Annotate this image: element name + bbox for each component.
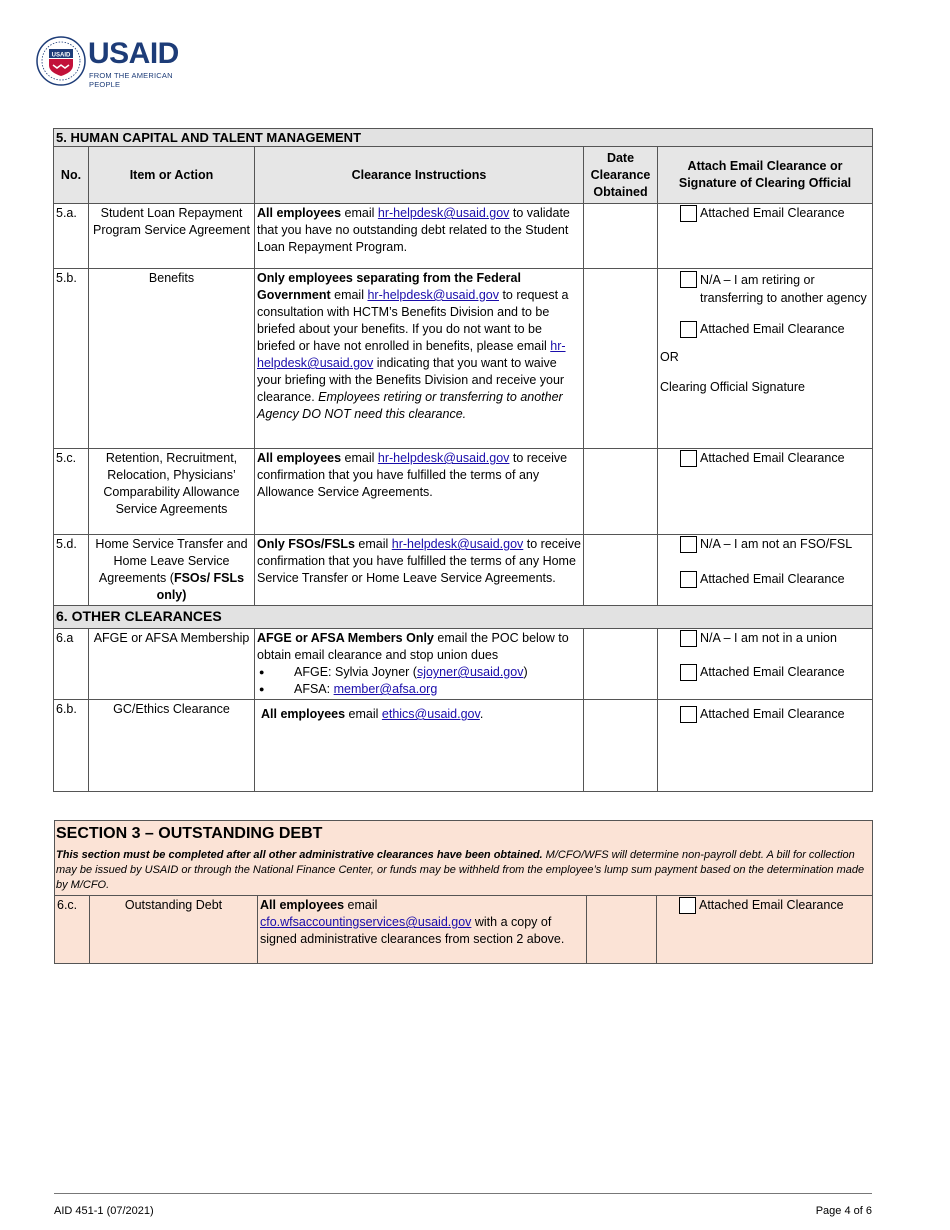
header-attach: Attach Email Clearance or Signature of Clearing Official — [658, 147, 873, 204]
section-3-title: SECTION 3 – OUTSTANDING DEBT — [56, 825, 323, 842]
header-item: Item or Action — [89, 147, 255, 204]
logo-tagline: FROM THE AMERICAN PEOPLE — [89, 71, 173, 89]
na-checkbox[interactable] — [680, 536, 697, 553]
table-row-5a — [54, 204, 873, 269]
row-number: 6.a — [54, 629, 89, 700]
email-link[interactable]: sjoyner@usaid.gov — [416, 665, 524, 679]
attach-cell: N/A – I am not an FSO/FSL Attached Email Clearance — [658, 535, 873, 606]
date-cell[interactable] — [587, 896, 657, 964]
row-number: 5.d. — [54, 535, 89, 606]
row-item: AFGE or AFSA Membership — [89, 629, 255, 700]
na-checkbox[interactable] — [680, 271, 697, 288]
attach-cell: Attached Email Clearance — [658, 204, 873, 269]
outstanding-debt-table — [54, 820, 873, 964]
row-instructions: Only employees separating from the Federal Government email hr-helpdesk@usaid.gov to request a consultation with HCTM’s Benefits Division and to be briefed about your benefits. If you do not want to be briefed or have not enrolled in benefits, please email hr-helpdesk@usaid.gov indicating that you want to waive your briefing with the Benefits Division and receive your clearance. Employees retiring or transferring to another Agency DO NOT need this clearance. — [255, 269, 584, 449]
or-label: OR — [660, 350, 679, 364]
table-row-6a — [54, 629, 873, 700]
attached-email-checkbox[interactable] — [680, 450, 697, 467]
date-cell[interactable] — [584, 204, 658, 269]
row-item: Student Loan Repayment Program Service Agreement — [89, 204, 255, 269]
row-item: GC/Ethics Clearance — [89, 700, 255, 792]
row-item: Retention, Recruitment, Relocation, Physicians’ Comparability Allowance Service Agreements — [89, 449, 255, 535]
row-instructions: All employees email hr-helpdesk@usaid.gov to validate that you have no outstanding debt related to the Student Loan Repayment Program. — [255, 204, 584, 269]
row-item: Home Service Transfer and Home Leave Service Agreements (FSOs/ FSLs only) — [89, 535, 255, 606]
table-row-5c — [54, 449, 873, 535]
attached-email-checkbox[interactable] — [680, 664, 697, 681]
table-row-6c — [55, 896, 873, 964]
section-3-note: This section must be completed after all other administrative clearances have been obtained. M/CFO/WFS will determine non-payroll debt. A bill for collection may be issued by USAID or through the National Finance Center, or funds may be withheld from the employee’s lump sum payment based on the determination made by M/CFO. — [56, 849, 865, 891]
table-row-6b — [54, 700, 873, 792]
table-row-5d — [54, 535, 873, 606]
row-instructions: All employees email cfo.wfsaccountingservices@usaid.gov with a copy of signed administrative clearances from section 2 above. — [258, 896, 587, 964]
attach-cell: Attached Email Clearance — [658, 449, 873, 535]
email-link[interactable]: member@afsa.org — [333, 682, 438, 696]
email-link[interactable]: hr-helpdesk@usaid.gov — [257, 339, 566, 370]
email-link[interactable]: hr-helpdesk@usaid.gov — [391, 537, 524, 551]
email-link[interactable]: cfo.wfsaccountingservices@usaid.gov — [260, 915, 472, 929]
date-cell[interactable] — [584, 269, 658, 449]
attach-cell: N/A – I am not in a union Attached Email Clearance — [658, 629, 873, 700]
seal-text: USAID — [51, 52, 71, 59]
header-no: No. — [54, 147, 89, 204]
date-cell[interactable] — [584, 629, 658, 700]
na-checkbox[interactable] — [680, 630, 697, 647]
attach-cell: Attached Email Clearance — [657, 896, 873, 964]
row-instructions: AFGE or AFSA Members Only email the POC below to obtain email clearance and stop union dues ● AFGE: Sylvia Joyner (sjoyner@usaid.gov) ● AFSA: member@afsa.org — [255, 629, 584, 700]
attach-cell: Attached Email Clearance — [658, 700, 873, 792]
row-number: 5.a. — [54, 204, 89, 269]
attach-cell: N/A – I am retiring or transferring to another agency Attached Email Clearance OR Clearing Official Signature — [658, 269, 873, 449]
usaid-logo — [36, 36, 206, 88]
date-cell[interactable] — [584, 449, 658, 535]
section-3-header — [55, 821, 873, 896]
footer-divider — [54, 1193, 872, 1194]
row-instructions: All employees email hr-helpdesk@usaid.gov to receive confirmation that you have fulfilled the terms of any Allowance Service Agreements. — [255, 449, 584, 535]
row-item: Outstanding Debt — [90, 896, 258, 964]
row-number: 6.c. — [55, 896, 90, 964]
section-6-title: 6. OTHER CLEARANCES — [54, 606, 873, 629]
row-item: Benefits — [89, 269, 255, 449]
email-link[interactable]: ethics@usaid.gov — [381, 707, 480, 721]
row-number: 5.c. — [54, 449, 89, 535]
date-cell[interactable] — [584, 535, 658, 606]
row-instructions: All employees email ethics@usaid.gov. — [255, 700, 584, 792]
row-instructions: Only FSOs/FSLs email hr-helpdesk@usaid.gov to receive confirmation that you have fulfilled the terms of any Home Service Transfer or Home Leave Service Agreements. — [255, 535, 584, 606]
list-item: ● AFSA: member@afsa.org — [257, 681, 581, 698]
email-link[interactable]: hr-helpdesk@usaid.gov — [377, 451, 510, 465]
attached-email-checkbox[interactable] — [680, 706, 697, 723]
footer-page-number: Page 4 of 6 — [815, 1205, 872, 1217]
attached-email-checkbox[interactable] — [680, 205, 697, 222]
row-number: 5.b. — [54, 269, 89, 449]
footer-form-number: AID 451-1 (07/2021) — [54, 1205, 154, 1217]
attached-email-checkbox[interactable] — [680, 321, 697, 338]
header-instructions: Clearance Instructions — [255, 147, 584, 204]
clearance-table — [53, 128, 873, 792]
section-5-title: 5. HUMAN CAPITAL AND TALENT MANAGEMENT — [54, 129, 873, 147]
attached-email-checkbox[interactable] — [679, 897, 696, 914]
date-cell[interactable] — [584, 700, 658, 792]
table-row-5b — [54, 269, 873, 449]
email-link[interactable]: hr-helpdesk@usaid.gov — [367, 288, 499, 302]
signature-label: Clearing Official Signature — [660, 380, 805, 394]
attached-email-checkbox[interactable] — [680, 571, 697, 588]
row-number: 6.b. — [54, 700, 89, 792]
usaid-seal-icon — [36, 36, 86, 86]
header-date: Date Clearance Obtained — [584, 147, 658, 204]
logo-wordmark: USAID — [88, 37, 179, 70]
list-item: ● AFGE: Sylvia Joyner (sjoyner@usaid.gov) — [257, 664, 581, 681]
email-link[interactable]: hr-helpdesk@usaid.gov — [377, 206, 510, 220]
